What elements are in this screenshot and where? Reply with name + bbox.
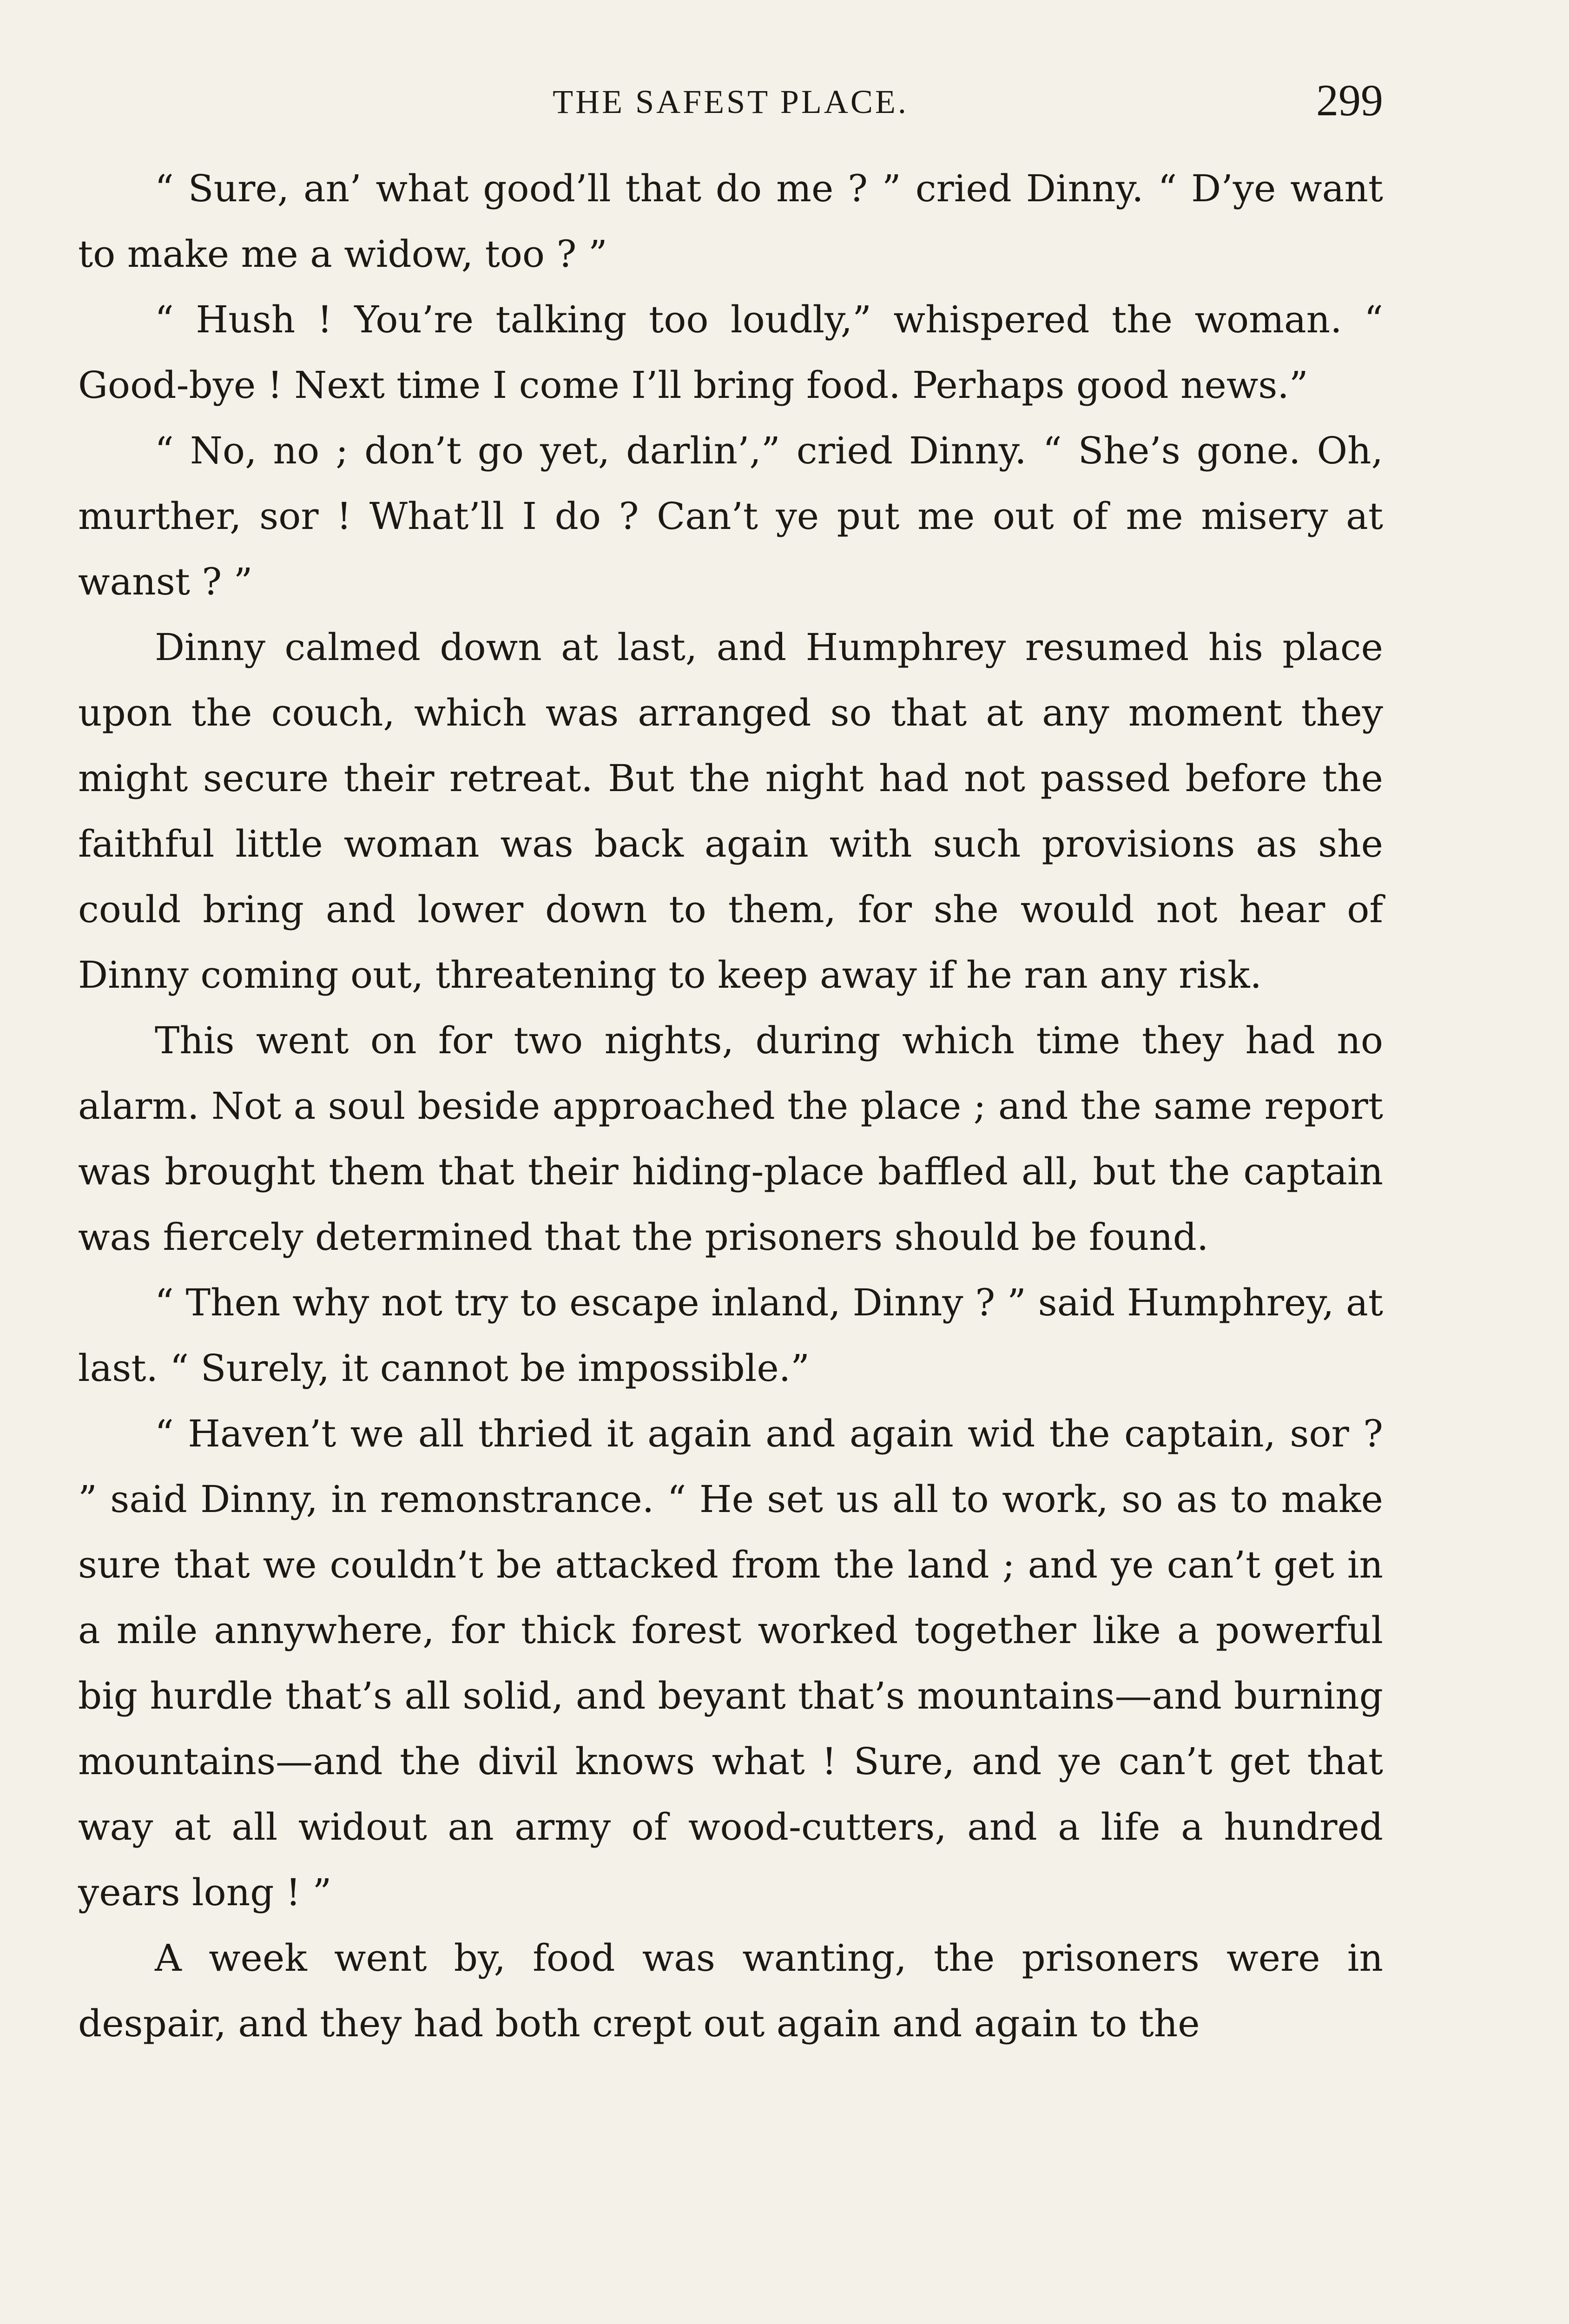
paragraph: “ Sure, an’ what good’ll that do me ? ” cried Dinny. “ D’ye want to make me a widow, too ? ” bbox=[78, 167, 1383, 276]
paragraph: This went on for two nights, during which time they had no alarm. Not a soul beside approached the place ; and the same report was brought them that their hiding-place baffled all, but the captain was fiercely determined that the prisoners should be found. bbox=[78, 1019, 1383, 1259]
page-header bbox=[78, 74, 1383, 130]
paragraph: A week went by, food was wanting, the prisoners were in despair, and they had both crept out again and again to the bbox=[78, 1936, 1383, 2045]
paragraph: Dinny calmed down at last, and Humphrey resumed his place upon the couch, which was arranged so that at any moment they might secure their retreat. But the night had not passed before the faithful little woman was back again with such provisions as she could bring and lower down to them, for she would not hear of Dinny coming out, threatening to keep away if he ran any risk. bbox=[78, 626, 1383, 997]
paragraph: “ Haven’t we all thried it again and again wid the captain, sor ? ” said Dinny, in remonstrance. “ He set us all to work, so as to make sure that we couldn’t be attacked from the land ; and ye can’t get in a mile annywhere, for thick forest worked together like a powerful big hurdle that’s all solid, and beyant that’s mountains—and burning mountains—and the divil knows what ! Sure, and ye can’t get that way at all widout an army of wood-cutters, and a life a hundred years long ! ” bbox=[78, 1412, 1383, 1914]
paragraph: “ Then why not try to escape inland, Dinny ? ” said Humphrey, at last. “ Surely, it cannot be impossible.” bbox=[78, 1281, 1383, 1390]
running-head: THE SAFEST PLACE. bbox=[553, 83, 909, 120]
body-text bbox=[78, 156, 1383, 2056]
paragraph: “ No, no ; don’t go yet, darlin’,” cried Dinny. “ She’s gone. Oh, murther, sor ! What’ll I do ? Can’t ye put me out of me misery at wanst ? ” bbox=[78, 429, 1383, 603]
page-number: 299 bbox=[1316, 75, 1383, 125]
paragraph: “ Hush ! You’re talking too loudly,” whispered the woman. “ Good-bye ! Next time I come I’ll bring food. Perhaps good news.” bbox=[78, 298, 1383, 407]
